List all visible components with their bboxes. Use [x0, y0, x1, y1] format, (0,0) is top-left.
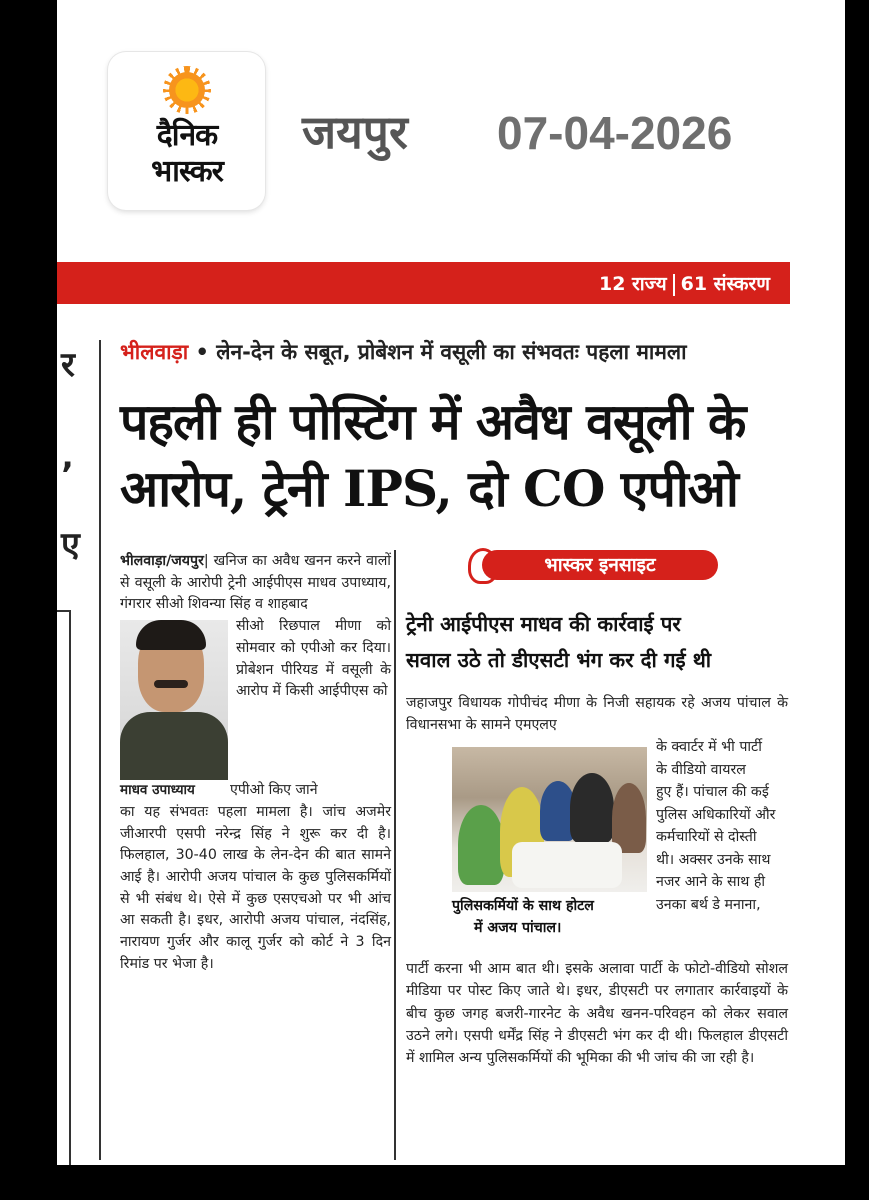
- subhead-line2: सवाल उठे तो डीएसटी भंग कर दी गई थी: [406, 648, 712, 672]
- sliver-box: [57, 610, 71, 1165]
- side-line: उनका बर्थ डे मनाना,: [656, 896, 761, 913]
- logo-line2: भास्कर: [151, 154, 223, 189]
- headline-line2: आरोप, ट्रेनी IPS, दो CO एपीओ: [120, 459, 738, 518]
- side-line: के वीडियो वायरल: [656, 761, 746, 778]
- story-wrap-text: सीओ रिछपाल मीणा को सोमवार को एपीओ कर दिया। प्रोबेशन पीरियड में वसूली के आरोप में किसी आईपीएस को: [236, 618, 391, 700]
- side-line: के क्वार्टर में भी पार्टी: [656, 739, 762, 755]
- sliver-char: ’: [61, 455, 74, 495]
- side-line: नजर आने के साथ ही: [656, 874, 766, 890]
- column-rule: [99, 340, 101, 1160]
- adjacent-column-sliver: [57, 310, 97, 1165]
- page-count: 12 राज्य: [598, 273, 667, 295]
- subhead-line1: ट्रेनी आईपीएस माधव की कार्रवाई पर: [406, 612, 681, 636]
- photo-caption-row: [120, 780, 391, 802]
- insight-text-top: जहाजपुर विधायक गोपीचंद मीणा के निजी सहायक रहे अजय पांचाल के विधानसभा के सामने एमएलए: [406, 695, 788, 734]
- side-line: पुलिस अधिकारियों और: [656, 806, 776, 823]
- logo-wordmark: [122, 118, 252, 190]
- photo-caption: माधव उपाध्याय: [120, 782, 195, 799]
- story-kicker: [120, 338, 687, 366]
- logo-line1: दैनिक: [156, 118, 218, 153]
- photo-uniform: [120, 712, 228, 780]
- edition-count: 61 संस्करण: [680, 273, 770, 295]
- caption-follow-text: एपीओ किए जाने: [230, 782, 318, 799]
- photo-hair: [136, 620, 206, 650]
- kicker-location: भीलवाड़ा: [120, 340, 189, 364]
- edition-date: 07-04-2026: [497, 107, 733, 159]
- sliver-char: ए: [61, 525, 80, 565]
- caption-line2: में अजय पांचाल।: [474, 920, 562, 936]
- sliver-char: र: [61, 345, 75, 385]
- column-rule: [394, 550, 396, 1160]
- side-line: थी। अक्सर उनके साथ: [656, 851, 771, 868]
- edition-info: [599, 270, 770, 296]
- kicker-text: • लेन-देन के सबूत, प्रोबेशन में वसूली का संभवतः पहला मामला: [195, 340, 687, 364]
- photo-caption-hotel: [452, 895, 652, 939]
- photo-table: [512, 842, 622, 888]
- edition-separator: [673, 274, 675, 296]
- photo-hotel-party: [452, 747, 647, 892]
- insight-badge: भास्कर इनसाइट: [482, 550, 718, 580]
- edition-bar: [57, 262, 790, 304]
- insight-text-bottom: पार्टी करना भी आम बात थी। इसके अलावा पार्टी के फोटो-वीडियो सोशल मीडिया पर पोस्ट किए जाते थे। इधर, डीएसटी पर लगातार कार्रवाइयों के बीच कुछ जगह बजरी-गारनेट के अवैध खनन-परिवहन को लेकर सवाल उठने लगे। एसपी धर्मेंद्र सिंह ने डीएसटी भंग कर दी थी। फिलहाल डीएसटी में शामिल अन्य पुलिसकर्मियों की भूमिका की भी जांच की जा रही है।: [406, 961, 788, 1067]
- headline-line1: पहली ही पोस्टिंग में अवैध वसूली के: [120, 392, 746, 451]
- story-body: का यह संभवतः पहला मामला है। जांच अजमेर जीआरपी एसपी नरेन्द्र सिंह ने शुरू कर दी है। फिलहाल, 30-40 लाख के लेन-देन की बात सामने आई है। आरोपी अजय पांचाल के कुछ पुलिसकर्मियों से भी संबंध थे। ऐसे में कुछ एसएचओ पर भी आंच आ सकती है। इधर, आरोपी अजय पांचाल, नंदसिंह, नारायण गुर्जर और कालू गुर्जर को कोर्ट ने 3 दिन रिमांड पर भेजा है।: [120, 803, 391, 972]
- story-intro: खनिज का अवैध खनन करने वालों से वसूली के आरोपी ट्रेनी आईपीएस माधव उपाध्याय, गंगरार सीओ शिवन्या सिंह व शाहबाद: [120, 553, 391, 613]
- story-column-left: भीलवाड़ा/जयपुर| खनिज का अवैध खनन करने वालों से वसूली के आरोपी ट्रेनी आईपीएस माधव उपाध्याय, गंगरार सीओ शिवन्या सिंह व शाहबाद सीओ रिछपाल मीणा को सोमवार को एपीओ कर दिया। प्रोबेशन पीरियड में वसूली के आरोप में किसी आईपीएस को माधव उपाध्याय एपीओ किए जाने का यह संभवतः पहला मामला है। जांच अजमेर जीआरपी एसपी नरेन्द्र सिंह ने शुरू कर दी है। फिलहाल, 30-40 लाख के लेन-देन की बात सामने आई है। आरोपी अजय पांचाल के कुछ पुलिसकर्मियों से भी संबंध थे। ऐसे में कुछ एसएचओ पर भी आंच आ सकती है। इधर, आरोपी अजय पांचाल, नंदसिंह, नारायण गुर्जर और कालू गुर्जर को कोर्ट ने 3 दिन रिमांड पर भेजा है।: [120, 551, 391, 975]
- photo-wrap: [120, 616, 391, 802]
- insight-side-text: [656, 736, 790, 916]
- caption-line1: पुलिसकर्मियों के साथ होटल: [452, 898, 594, 914]
- newspaper-clipping: [57, 0, 845, 1165]
- city-name: जयपुर: [302, 105, 408, 159]
- insight-subhead: [406, 606, 796, 678]
- dateline: भीलवाड़ा/जयपुर: [120, 553, 204, 569]
- photo-person: [570, 773, 614, 843]
- story-headline: [120, 388, 820, 522]
- dainik-bhaskar-logo: [108, 52, 265, 210]
- photo-mustache: [154, 680, 188, 688]
- photo-madhav-upadhyay: [120, 620, 228, 780]
- side-line: कर्मचारियों से दोस्ती: [656, 829, 757, 845]
- sun-core: [169, 72, 205, 108]
- side-line: हुए हैं। पांचाल की कई: [656, 784, 769, 800]
- photo-person: [458, 805, 504, 885]
